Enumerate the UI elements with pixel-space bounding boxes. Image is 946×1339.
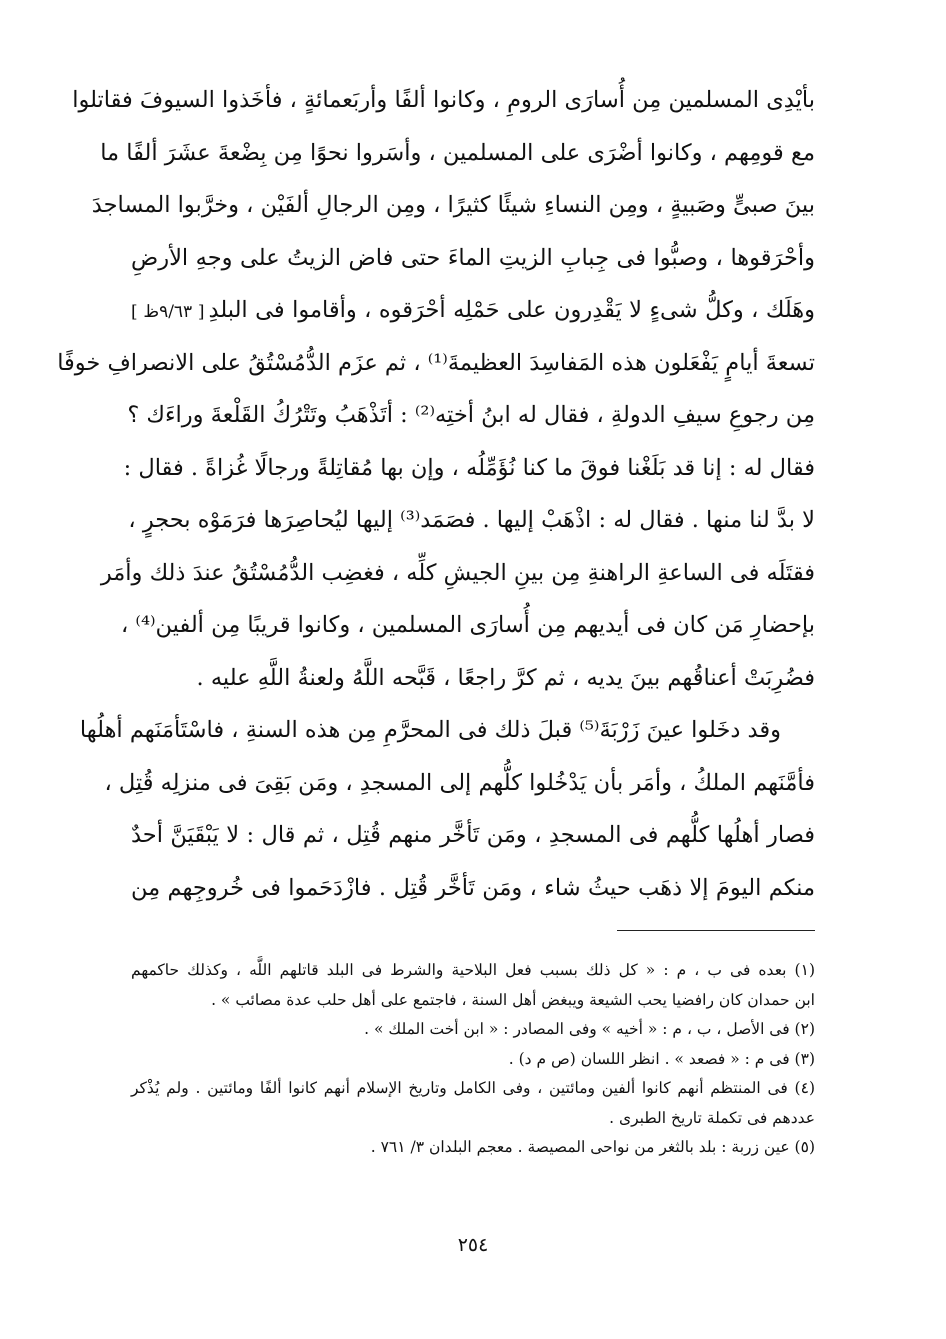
main-text [57, 74, 816, 914]
manuscript-folio-marker: [ ٩/٦٣ظ ] [131, 302, 205, 322]
footnote-line: (٢) فى الأصل ، ب ، م : « أخيه » وفى المصادر : « ابن أخت الملك » . [364, 1020, 815, 1038]
text-line: وأحْرَقوها ، وصبُّوا فى جِبابِ الزيتِ الماءَ حتى فاض الزيتُ على وجهِ الأرضِ [131, 244, 815, 271]
footnotes [131, 956, 815, 1163]
text-line: فقتَلَه فى الساعةِ الراهنةِ مِن بينِ الجيشِ كلِّه ، فغضِب الدُّمُسْتُقُ عندَ ذلك وأمَر [100, 559, 815, 586]
footnote-line: ابن حمدان كان رافضيا يحب الشيعة ويبغض أهل السنة ، فاجتمع على أهل حلب عدة مصائب » . [211, 990, 815, 1009]
text-line: فضُرِبَتْ أعناقُهم بينَ يديه ، ثم كرَّ راجعًا ، قَبَّحه اللَّهُ ولعنةُ اللَّهِ عليه . [196, 664, 815, 691]
text-line: مع قومِهم ، وكانوا أضْرَى على المسلمين ، وأسَروا نحوًا مِن بِضْعةَ عشَرَ ألفًا ما [100, 139, 815, 166]
footnote-line: (٥) عين زربة : بلد بالثغر من نواحى المصيصة . معجم البلدان ٣/ ٧٦١ . [370, 1138, 815, 1156]
text-line: بإحضارِ مَن كان فى أيديهم مِن أُسارَى المسلمين ، وكانوا قريبًا مِن ألفين⁽⁴⁾ ، [121, 612, 815, 638]
page-number: ٢٥٤ [457, 1234, 489, 1256]
text-line: منكم اليومَ إلا ذهَب حيثُ شاء ، ومَن تَأخَّر قُتِل . فازْدَحَموا فى خُروجِهم مِن [131, 874, 815, 901]
text-line: بأيْدِى المسلمين مِن أُسارَى الرومِ ، وكانوا ألفًا وأربَعمائةٍ ، فأخَذوا السيوفَ فقاتلوا [72, 87, 815, 113]
text-line: تسعةَ أيامٍ يَفْعَلون هذه المَفاسِدَ العظيمةَ⁽¹⁾ ، ثم عزَم الدُّمُسْتُقُ على الانصرافِ خوفًا [57, 349, 815, 376]
footnote-line: عددهم فى تكملة تاريخ الطبرى . [609, 1108, 815, 1127]
text-line: لا بدَّ لنا منها . فقال له : اذْهَبْ إليها . فصَمَد⁽³⁾ إليها ليُحاصِرَها فرَمَوْه بحجرٍ ، [128, 507, 815, 533]
text-line: فقال له : إنا قد بَلَغْنا فوقَ ما كنا نُؤَمِّلُه ، وإن بها مُقاتِلةً ورجالًا غُزاةً . فقال : [123, 454, 815, 481]
footnote-separator [617, 930, 815, 931]
footnote-line: (٤) فى المنتظم أنهم كانوا ألفين ومائتين ، وفى الكامل وتاريخ الإسلام أنهم كانوا ألفًا ومائتين . ولم يُذْكر [131, 1079, 815, 1097]
text-line-with-marker [131, 284, 815, 337]
text-line: فصار أهلُها كلُّهم فى المسجدِ ، ومَن تَأخَّر منهم قُتِل ، ثم قال : لا يَبْقَيَنَّ أحدٌ [131, 822, 815, 848]
paragraph-start-line: وقد دخَلوا عينَ زَرْبَةَ⁽⁵⁾ قبلَ ذلك فى المحرَّمِ مِن هذه السنةِ ، فاسْتَأمَنَهم أهلُها [79, 717, 781, 743]
footnote-line: (٣) فى م : « فصعد » . انظر اللسان (ص م د) . [508, 1049, 815, 1068]
text-line: مِن رجوعِ سيفِ الدولةِ ، فقال له ابنُ أختِه⁽²⁾ : أتَذْهَبُ وتَتْرُكُ القَلْعةَ وراءَك ؟ [127, 402, 815, 428]
footnote-line: (١) بعده فى ب ، م : « كل ذلك بسبب فعل البلاحية والشرط فى البلد قاتلهم اللَّه ، وكذلك حاكمهم [131, 961, 815, 979]
text-line: فأمَّنَهم الملكُ ، وأمَر بأن يَدْخُلوا كلُّهم إلى المسجدِ ، ومَن بَقِىَ فى منزلِه قُتِل ، [104, 769, 815, 796]
text-line: بينَ صبىٍّ وصَبيةٍ ، ومِن النساءِ شيئًا كثيرًا ، ومِن الرجالِ ألفَيْن ، وخرَّبوا المساجدَ [91, 192, 815, 218]
text-line-content: وهَلَك ، وكلُّ شىءٍ لا يَقْدِرون على حَمْلِه أحْرَقوه ، وأقاموا فى البلدِ [208, 297, 816, 323]
